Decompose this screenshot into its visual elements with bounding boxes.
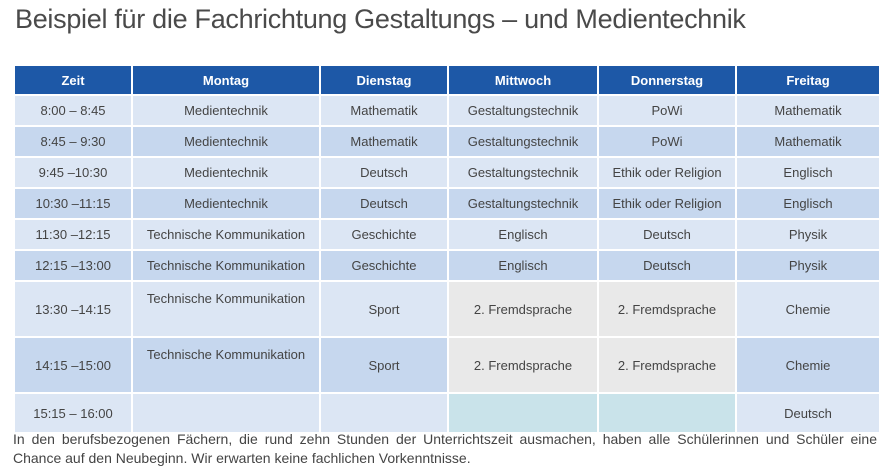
subject-cell: PoWi	[599, 127, 735, 156]
subject-cell: Sport	[321, 282, 447, 336]
subject-cell: Ethik oder Religion	[599, 158, 735, 187]
table-row	[15, 394, 879, 432]
table-row	[15, 96, 879, 125]
time-cell: 8:45 – 9:30	[15, 127, 131, 156]
subject-cell: Englisch	[737, 189, 879, 218]
subject-cell: Physik	[737, 220, 879, 249]
subject-cell: Mathematik	[737, 127, 879, 156]
subject-cell: PoWi	[599, 96, 735, 125]
subject-cell	[133, 394, 319, 432]
subject-cell: Englisch	[449, 251, 597, 280]
subject-cell: Deutsch	[599, 251, 735, 280]
subject-cell: 2. Fremdsprache	[449, 282, 597, 336]
time-cell: 8:00 – 8:45	[15, 96, 131, 125]
column-header-mittwoch: Mittwoch	[449, 66, 597, 94]
table-row	[15, 338, 879, 392]
subject-cell: Deutsch	[737, 394, 879, 432]
subject-cell: Medientechnik	[133, 158, 319, 187]
subject-cell: 2. Fremdsprache	[449, 338, 597, 392]
subject-cell: Physik	[737, 251, 879, 280]
subject-cell: Technische Kommunikation	[133, 220, 319, 249]
time-cell: 11:30 –12:15	[15, 220, 131, 249]
subject-cell: Gestaltungstechnik	[449, 96, 597, 125]
subject-cell: Deutsch	[321, 189, 447, 218]
page-title: Beispiel für die Fachrichtung Gestaltungs – und Medientechnik	[15, 4, 746, 34]
subject-cell: Gestaltungstechnik	[449, 189, 597, 218]
timetable	[13, 64, 881, 434]
subject-cell: Geschichte	[321, 251, 447, 280]
subject-cell: Mathematik	[321, 96, 447, 125]
header-row	[15, 66, 879, 94]
subject-cell: Medientechnik	[133, 96, 319, 125]
subject-cell: Technische Kommunikation	[133, 251, 319, 280]
subject-cell: Technische Kommunikation	[133, 282, 319, 336]
subject-cell: Chemie	[737, 282, 879, 336]
footer-text: In den berufsbezogenen Fächern, die rund zehn Stunden der Unterrichtszeit ausmachen, haben alle Schülerinnen und Schüler eine Chance auf den Neubeginn. Wir erwarten keine fachlichen Vorkenntnisse.	[13, 431, 877, 466]
column-header-zeit: Zeit	[15, 66, 131, 94]
table-row	[15, 189, 879, 218]
table-row	[15, 251, 879, 280]
subject-cell: Medientechnik	[133, 127, 319, 156]
subject-cell	[321, 394, 447, 432]
subject-cell: 2. Fremdsprache	[599, 282, 735, 336]
subject-cell: 2. Fremdsprache	[599, 338, 735, 392]
column-header-donnerstag: Donnerstag	[599, 66, 735, 94]
time-cell: 14:15 –15:00	[15, 338, 131, 392]
subject-cell: Gestaltungstechnik	[449, 127, 597, 156]
subject-cell: Gestaltungstechnik	[449, 158, 597, 187]
column-header-montag: Montag	[133, 66, 319, 94]
subject-cell	[599, 394, 735, 432]
subject-cell: Geschichte	[321, 220, 447, 249]
time-cell: 9:45 –10:30	[15, 158, 131, 187]
time-cell: 13:30 –14:15	[15, 282, 131, 336]
subject-cell: Englisch	[449, 220, 597, 249]
subject-cell: Chemie	[737, 338, 879, 392]
time-cell: 15:15 – 16:00	[15, 394, 131, 432]
subject-cell	[449, 394, 597, 432]
subject-cell: Technische Kommunikation	[133, 338, 319, 392]
subject-cell: Englisch	[737, 158, 879, 187]
table-row	[15, 220, 879, 249]
subject-cell: Mathematik	[321, 127, 447, 156]
subject-cell: Ethik oder Religion	[599, 189, 735, 218]
subject-cell: Medientechnik	[133, 189, 319, 218]
subject-cell: Mathematik	[737, 96, 879, 125]
subject-cell: Deutsch	[321, 158, 447, 187]
table-row	[15, 282, 879, 336]
column-header-freitag: Freitag	[737, 66, 879, 94]
column-header-dienstag: Dienstag	[321, 66, 447, 94]
subject-cell: Sport	[321, 338, 447, 392]
subject-cell: Deutsch	[599, 220, 735, 249]
time-cell: 10:30 –11:15	[15, 189, 131, 218]
table-row	[15, 158, 879, 187]
time-cell: 12:15 –13:00	[15, 251, 131, 280]
table-row	[15, 127, 879, 156]
